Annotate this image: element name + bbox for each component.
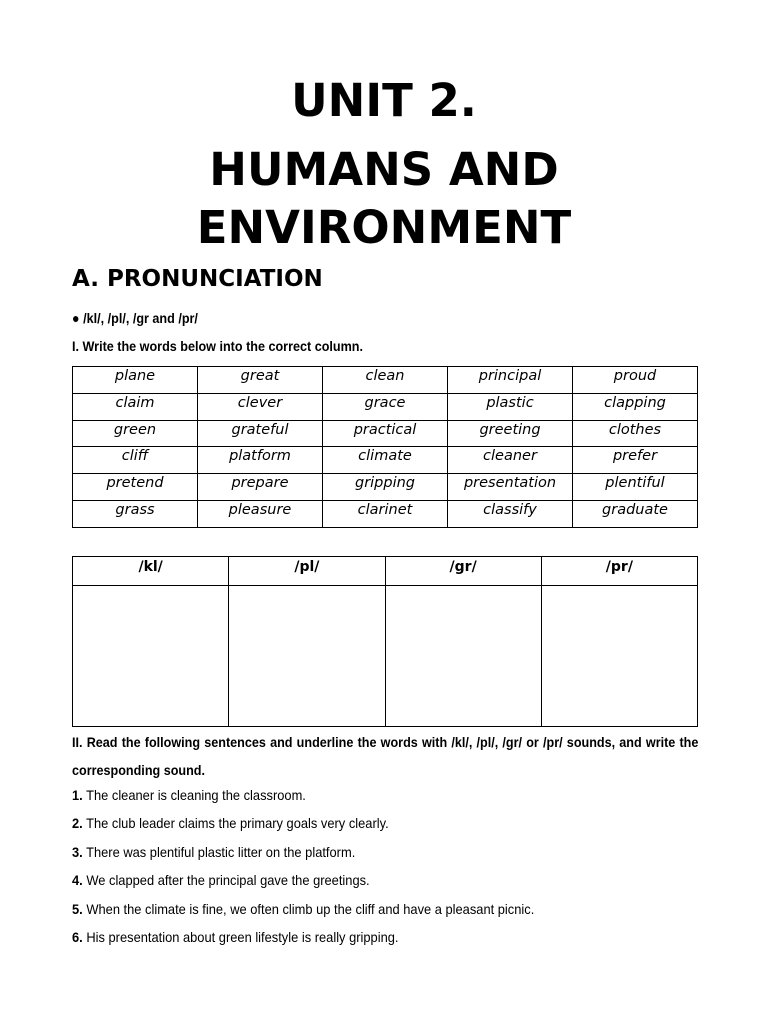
- word-cell: plastic: [448, 393, 573, 420]
- section-heading: A. PRONUNCIATION: [72, 266, 323, 292]
- page-title: [0, 141, 768, 257]
- sound-column-header: /pl/: [229, 557, 385, 586]
- sound-column-table: [72, 556, 698, 727]
- sentence-number: 2.: [72, 815, 83, 832]
- list-item: [72, 899, 534, 927]
- word-cell: cliff: [73, 447, 198, 474]
- list-item: [72, 813, 534, 841]
- sentence-number: 1.: [72, 787, 83, 803]
- word-cell: prepare: [198, 474, 323, 501]
- word-cell: plane: [73, 367, 198, 394]
- sentence-text: His presentation about green lifestyle is really gripping.: [86, 928, 399, 945]
- word-cell: green: [73, 420, 198, 447]
- instruction-2: II. Read the following sentences and underline the words with /kl/, /pl/, /gr/ or /pr/ sounds, and write the corresponding sound.: [72, 734, 699, 778]
- word-cell: great: [198, 367, 323, 394]
- sound-column-header: /gr/: [385, 557, 541, 586]
- word-cell: prefer: [573, 447, 698, 474]
- table-row: [73, 420, 698, 447]
- word-cell: grateful: [198, 420, 323, 447]
- word-cell: gripping: [323, 474, 448, 501]
- instruction-1: I. Write the words below into the correct column.: [72, 338, 364, 354]
- word-cell: clean: [323, 367, 448, 394]
- sound-column-header: /pr/: [541, 557, 697, 586]
- list-item: [72, 927, 534, 955]
- word-cell: plentiful: [573, 474, 698, 501]
- word-cell: clever: [198, 393, 323, 420]
- sentence-text: There was plentiful plastic litter on the platform.: [86, 843, 356, 860]
- word-cell: pretend: [73, 474, 198, 501]
- word-cell: clothes: [573, 420, 698, 447]
- word-cell: grace: [323, 393, 448, 420]
- answer-cell[interactable]: [541, 586, 697, 727]
- word-cell: proud: [573, 367, 698, 394]
- sentence-text: The club leader claims the primary goals very clearly.: [86, 815, 389, 832]
- word-cell: platform: [198, 447, 323, 474]
- word-table: [72, 366, 698, 528]
- list-item: [72, 842, 534, 870]
- word-cell: pleasure: [198, 500, 323, 527]
- sound-column-header: /kl/: [73, 557, 229, 586]
- word-cell: practical: [323, 420, 448, 447]
- list-item: [72, 785, 534, 813]
- answer-cell[interactable]: [385, 586, 541, 727]
- word-cell: presentation: [448, 474, 573, 501]
- sentence-text: When the climate is fine, we often climb up the cliff and have a pleasant picnic.: [86, 900, 535, 917]
- sentence-number: 6.: [72, 928, 83, 945]
- list-item: [72, 870, 534, 898]
- answer-cell[interactable]: [229, 586, 385, 727]
- word-cell: claim: [73, 393, 198, 420]
- sentence-number: 3.: [72, 843, 83, 860]
- word-cell: clapping: [573, 393, 698, 420]
- word-cell: graduate: [573, 500, 698, 527]
- word-cell: classify: [448, 500, 573, 527]
- sentence-list: [72, 785, 574, 955]
- answer-cell[interactable]: [73, 586, 229, 727]
- target-sounds: ● /kl/, /pl/, /gr and /pr/: [72, 310, 198, 326]
- table-row: [73, 367, 698, 394]
- sentence-text: We clapped after the principal gave the greetings.: [86, 872, 370, 889]
- word-cell: climate: [323, 447, 448, 474]
- sentence-text: The cleaner is cleaning the classroom.: [86, 787, 306, 803]
- word-cell: principal: [448, 367, 573, 394]
- table-row: [73, 447, 698, 474]
- unit-title: UNIT 2.: [291, 74, 477, 127]
- table-row: [73, 474, 698, 501]
- word-cell: grass: [73, 500, 198, 527]
- table-row: [73, 500, 698, 527]
- sentence-number: 4.: [72, 872, 83, 889]
- sentence-number: 5.: [72, 900, 83, 917]
- table-row: [73, 393, 698, 420]
- title-line-2: ENVIRONMENT: [196, 201, 572, 254]
- title-line-1: HUMANS AND: [209, 143, 559, 196]
- word-cell: clarinet: [323, 500, 448, 527]
- word-cell: greeting: [448, 420, 573, 447]
- word-cell: cleaner: [448, 447, 573, 474]
